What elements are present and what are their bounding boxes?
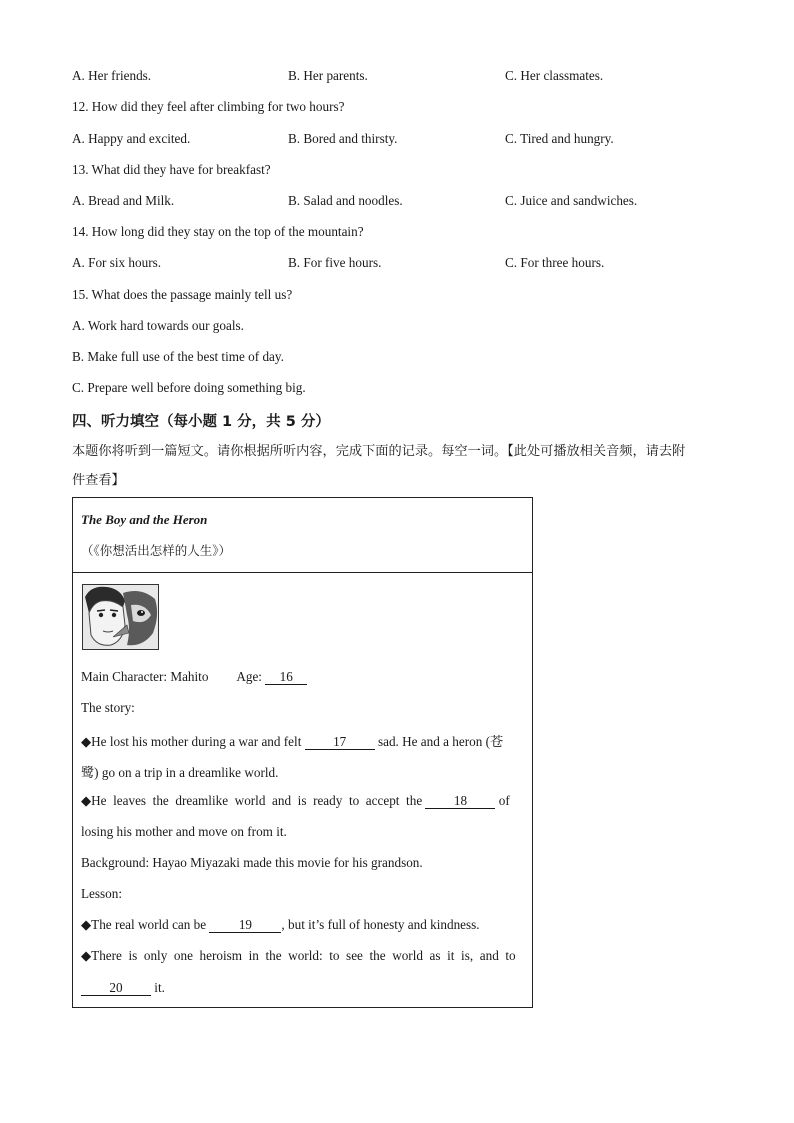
section-instruction: [72, 437, 724, 495]
q12-option-a: A. Happy and excited.: [72, 131, 191, 146]
blank-18: 18: [425, 794, 495, 809]
story-item-1-text: ◆He lost his mother during a war and felt: [81, 734, 305, 749]
story-item-2: [81, 793, 526, 809]
q13-option-a: A. Bread and Milk.: [72, 193, 175, 208]
story-item-1-text-end: sad. He and a heron (苍: [374, 734, 504, 749]
movie-still-image: [82, 584, 159, 650]
lesson-item-1-text: ◆The real world can be: [81, 917, 210, 932]
movie-title: The Boy and the Heron: [81, 512, 208, 527]
instruction-line-1: 本题你将听到一篇短文。请你根据所听内容，完成下面的记录。每空一词。【此处可播放相关音频，请去附: [72, 444, 686, 459]
q13-option-b: B. Salad and noodles.: [288, 193, 403, 208]
lesson-label: Lesson:: [81, 886, 123, 901]
q15-question: 15. What does the passage mainly tell us?: [72, 287, 293, 302]
lesson-item-1: [81, 917, 480, 933]
section-heading: 四、听力填空（每小题 1 分，共 5 分）: [72, 414, 330, 430]
q13-option-c: C. Juice and sandwiches.: [505, 193, 638, 208]
age-label: Age:: [236, 669, 262, 684]
notes-table: [72, 497, 533, 1008]
story-item-1: [81, 731, 503, 750]
lesson-item-2-line-2: [81, 980, 165, 996]
q12-question: 12. How did they feel after climbing for two hours?: [72, 99, 345, 114]
q14-option-a: A. For six hours.: [72, 255, 162, 270]
blank-16: 16: [265, 670, 307, 685]
story-item-2-line-2: losing his mother and move on from it.: [81, 824, 287, 839]
q11-option-c: C. Her classmates.: [505, 68, 604, 83]
q12-option-c: C. Tired and hungry.: [505, 131, 614, 146]
character-line: [81, 669, 307, 685]
q15-option-b: B. Make full use of the best time of day.: [72, 349, 284, 364]
q14-option-c: C. For three hours.: [505, 255, 605, 270]
instruction-line-2: 件查看】: [72, 473, 125, 488]
q11-option-b: B. Her parents.: [288, 68, 368, 83]
blank-19: 19: [209, 918, 281, 933]
table-divider: [73, 572, 532, 573]
q14-option-b: B. For five hours.: [288, 255, 382, 270]
blank-20: 20: [81, 981, 151, 996]
lesson-item-1-text-end: , but it’s full of honesty and kindness.: [281, 917, 480, 932]
lesson-item-2-text-end: it.: [151, 980, 165, 995]
q15-option-a: A. Work hard towards our goals.: [72, 318, 244, 333]
story-item-1-line-2: 鹭) go on a trip in a dreamlike world.: [81, 765, 279, 780]
story-label: The story:: [81, 700, 135, 715]
q11-option-a: A. Her friends.: [72, 68, 152, 83]
q12-option-b: B. Bored and thirsty.: [288, 131, 398, 146]
q14-question: 14. How long did they stay on the top of the mountain?: [72, 224, 364, 239]
q15-option-c: C. Prepare well before doing something big.: [72, 380, 306, 395]
q13-question: 13. What did they have for breakfast?: [72, 162, 271, 177]
main-character-label: Main Character: Mahito: [81, 669, 209, 684]
story-item-2-text: ◆He leaves the dreamlike world and is ready to accept the: [81, 793, 426, 808]
blank-17: 17: [305, 735, 375, 750]
lesson-item-2: ◆There is only one heroism in the world: to see the world as it is, and to: [81, 948, 516, 963]
story-item-2-text-end: of: [495, 793, 510, 808]
movie-subtitle: （《你想活出怎样的人生》）: [81, 543, 232, 558]
background-line: Background: Hayao Miyazaki made this movie for his grandson.: [81, 855, 423, 870]
